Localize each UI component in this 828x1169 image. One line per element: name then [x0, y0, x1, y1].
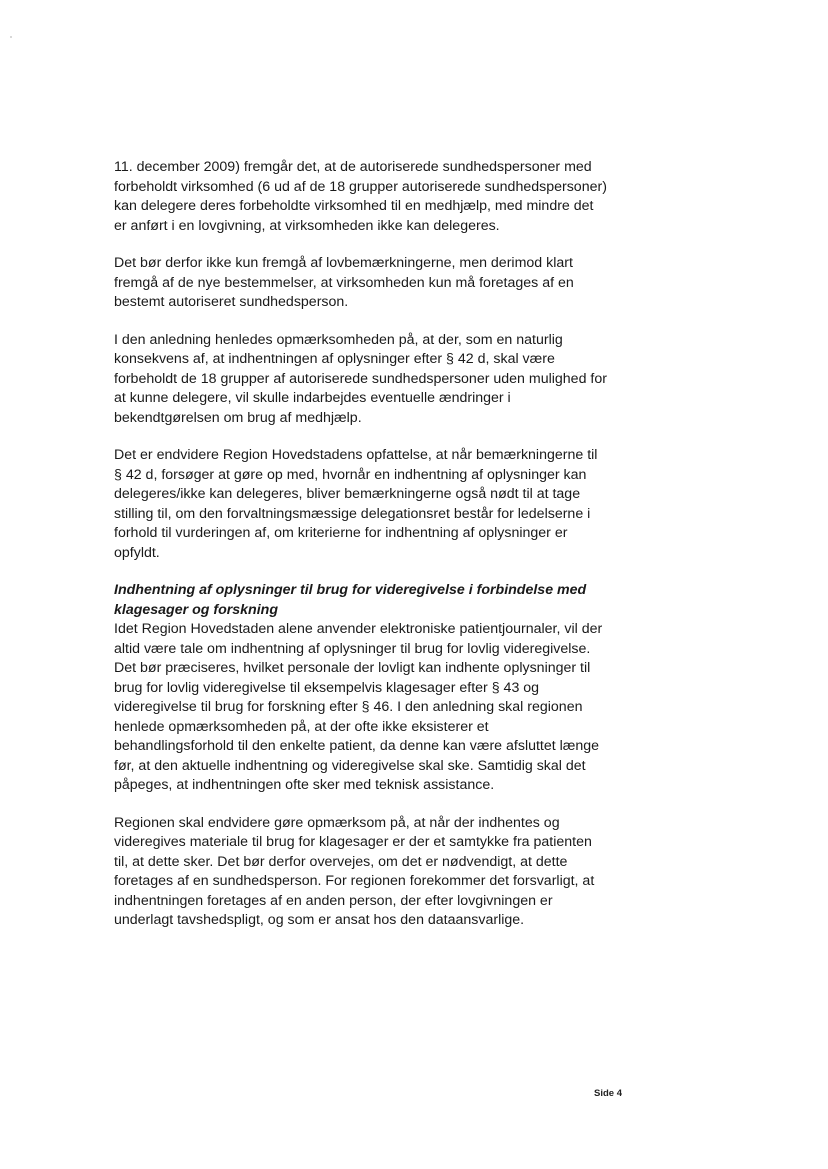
section-body-paragraph: Idet Region Hovedstaden alene anvender elektroniske patientjournaler, vil der altid være tale om indhentning af oplysninger til brug for lovlig videregivelse. Det bør præciseres, hvilket personale der lovligt kan indhente oplysninger til brug for lovlig videregivelse til eksempelvis klagesager efter § 43 og videregivelse til brug for forskning efter § 46. I den anledning skal regionen henlede opmærksomheden på, at der ofte ikke eksisterer et behandlingsforhold til den enkelte patient, da denne kan være afsluttet længe før, at den aktuelle indhentning og videregivelse skal ske. Samtidig skal det påpeges, at indhentningen ofte sker med teknisk assistance.: [114, 621, 603, 793]
paragraph-delegation-rules: 11. december 2009) fremgår det, at de autoriserede sundhedspersoner med forbeholdt virksomhed (6 ud af de 18 grupper autoriserede sundhedspersoner) kan delegere deres forbeholdte virksomhed til en medhjælp, med mindre det er anført i en lovgivning, at virksomheden ikke kan delegeres.: [114, 159, 607, 234]
section-heading: Indhentning af oplysninger til brug for videregivelse i forbindelse med klagesager og forskning: [114, 582, 587, 618]
document-body: [114, 158, 634, 949]
scan-artifact: [10, 36, 12, 38]
paragraph-attention-notice: I den anledning henledes opmærksomheden på, at der, som en naturlig konsekvens af, at indhentningen af oplysninger efter § 42 d, skal være forbeholdt de 18 grupper af autoriserede sundhedspersoner uden mulighed for at kunne delegere, vil skulle indarbejdes eventuelle ændringer i bekendtgørelsen om brug af medhjælp.: [114, 331, 607, 426]
page-number: Side 4: [594, 1088, 622, 1099]
paragraph-region-position: Det er endvidere Region Hovedstadens opfattelse, at når bemærkningerne til § 42 d, forsøger at gøre op med, hvornår en indhentning af oplysninger kan delegeres/ikke kan delegeres, bliver bemærkningerne også nødt til at tage stilling til, om den forvaltningsmæssige delegationsret består for ledelserne i forhold til vurderingen af, om kriterierne for indhentning af oplysninger er opfyldt.: [114, 447, 598, 561]
paragraph-explicit-provisions: Det bør derfor ikke kun fremgå af lovbemærkningerne, men derimod klart fremgå af de nye bestemmelser, at virksomheden kun må foretages af en bestemt autoriseret sundhedsperson.: [114, 255, 574, 310]
paragraph-consent: Regionen skal endvidere gøre opmærksom på, at når der indhentes og videregives materiale til brug for klagesager er der et samtykke fra patienten til, at dette sker. Det bør derfor overvejes, om det er nødvendigt, at dette foretages af en sundhedsperson. For regionen forekommer det forsvarligt, at indhentningen foretages af en anden person, der efter lovgivningen er underlagt tavshedspligt, og som er ansat hos den dataansvarlige.: [114, 814, 595, 928]
